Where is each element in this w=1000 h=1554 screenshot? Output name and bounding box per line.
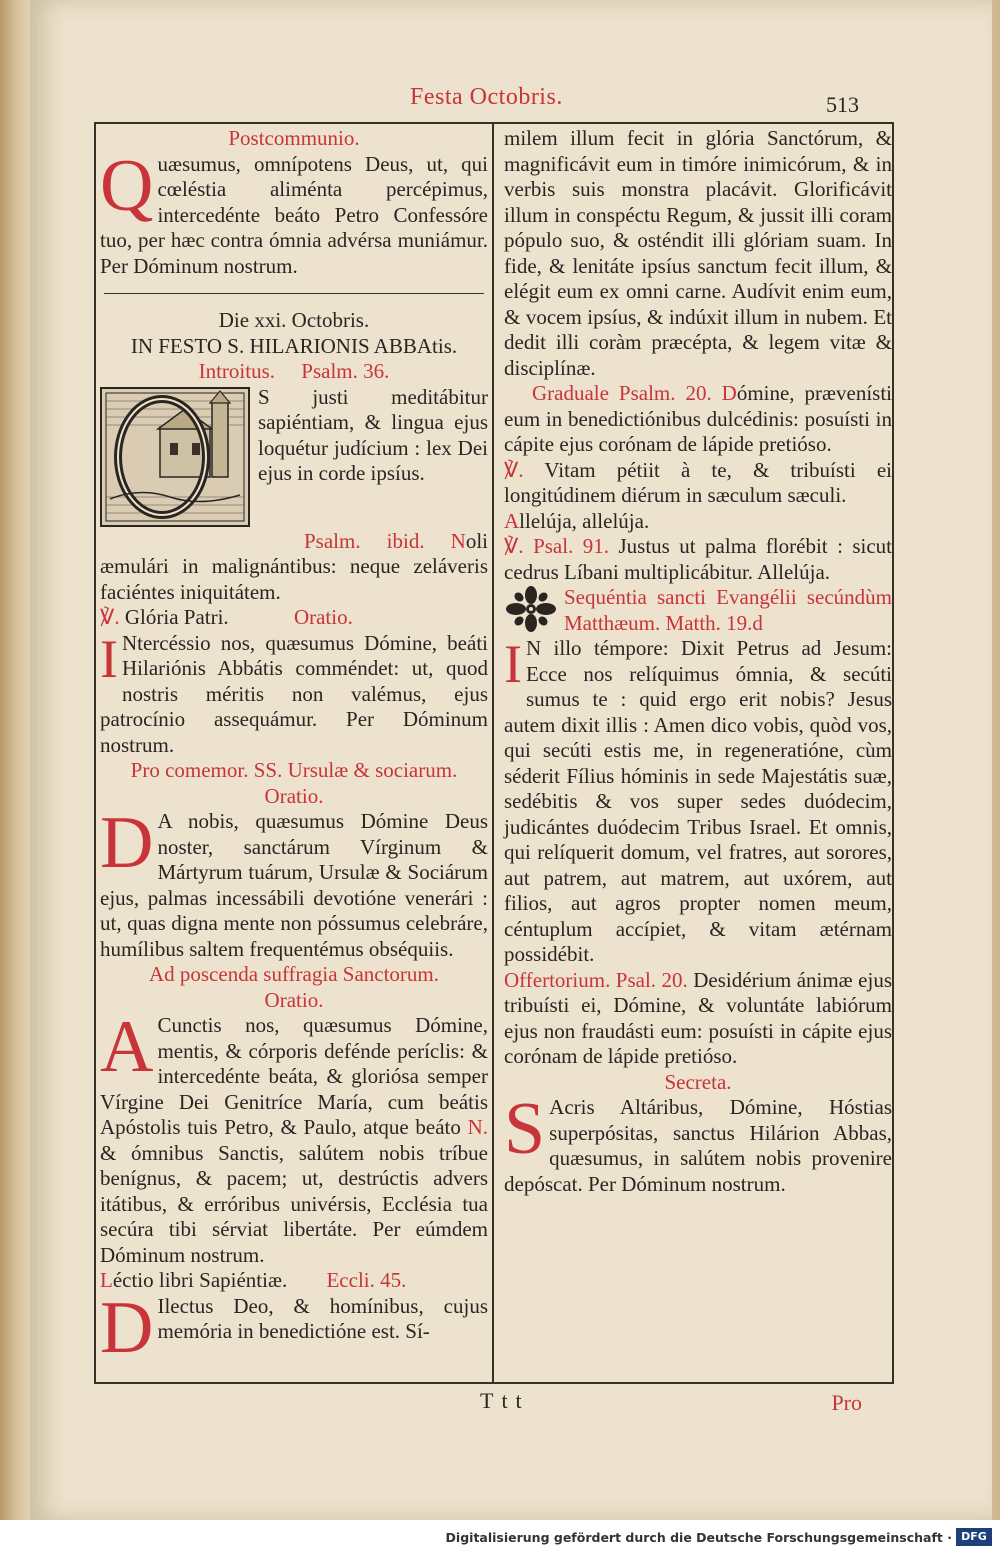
initial-o-woodcut-icon [100, 387, 250, 527]
postcommunio-heading: Postcommunio. [228, 126, 360, 150]
drop-cap-q: Q [100, 144, 154, 227]
alleluia-initial: A [504, 508, 520, 533]
lectio-body-text: Ilectus Deo, & homínibus, cujus memória in benedictióne est. Sí- [157, 1293, 488, 1343]
graduale-initial: D [721, 381, 737, 405]
lectio-reference: Eccli. 45. [326, 1268, 407, 1292]
drop-cap-d: D [100, 802, 154, 884]
introitus-label: Introitus. [198, 359, 276, 383]
lectio-continued: milem illum fecit in glória Sanctórum, & magnificávit eum in timóre inimicórum, & in verbis suis monstra placávit. Glorificávit illum in conspéctu Regum, & jussit illi coram pópulo suo, & osténdit illi glóriam suam. In fide, & lenitáte ipsíus sanctum fecit illum, & elégit eum ex omni carne. Audívit enim eum, & vocem ipsíus, & indúxit illum in nubem. Et dedit illi coràm præcépta, & legem vitæ & disciplínæ. [504, 126, 892, 380]
justus-text: Justus ut palma florébit : sicut cedrus Líbani multiplicábitur. Allelúja. [504, 534, 893, 584]
left-column [100, 126, 489, 1369]
versicle-vitam-text: Vitam pétiit à te, & tribuísti ei longitúdinem diérum in sæculum sæculi. [504, 457, 892, 507]
drop-cap-i-gospel: I [504, 634, 522, 694]
offertorium-text: Desidérium ánimæ ejus tribuísti ei, Dómine, & voluntáte labiórum ejus non fraudásti eum: posuísti in cápite ejus corónam de lápide pretióso. [504, 967, 892, 1068]
offertorium-label: Offertorium. Psal. 20. [504, 967, 688, 992]
lectio-initial: L [100, 1268, 113, 1292]
floral-ornament-icon [504, 585, 558, 633]
oratio-hilarion [100, 628, 488, 759]
digitization-notice: Digitalisierung gefördert durch die Deutsche Forschungsgemeinschaft · [445, 1530, 952, 1545]
introitus-antiphon [100, 385, 488, 487]
introitus-text: S justi meditábitur sapiéntiam, & lingua ejus loquétur judícium : lex Dei ejus in corde ipsíus. [258, 384, 488, 485]
versicle-vitam [504, 458, 892, 509]
graduale-text: ómine, prævenísti eum in benedictiónibus dulcédinis: posuísti in cápite ejus corónam de lápide pretióso. [504, 381, 892, 456]
psalm-ibid-text: oli æmulári in malignántibus: neque zeláveris faciéntes iniquitátem. [100, 528, 489, 604]
suffragia-prayer [100, 1006, 488, 1268]
page-number: 513 [826, 92, 859, 117]
versicle-mark-vitam: ℣. [504, 457, 524, 482]
sequentia [504, 585, 892, 636]
digitization-footer [0, 1520, 1000, 1554]
introitus-rubric [100, 359, 488, 385]
postcommunio-prayer [100, 144, 488, 280]
alleluia-text: llelúja, allelúja. [519, 508, 650, 533]
running-head: Festa Octobris. [410, 84, 563, 110]
introitus-psalm: Psalm. 36. [301, 359, 390, 383]
gloria-text: Glória Patri. [124, 605, 229, 629]
drop-cap-s: S [504, 1088, 546, 1170]
name-marker: N. [467, 1115, 488, 1139]
offertorium [504, 968, 892, 1070]
commemoratio-text: A nobis, quæsumus Dómine Deus noster, sanctárum Vírginum & Mártyrum tuárum, Ursulæ & Sociárum ejus, palmas incessábili devotióne venerári : ut, quas digna mente non póssumus celebráre, humílibus saltem frequentémus obséquiis. [100, 809, 488, 961]
drop-cap-i: I [100, 628, 118, 689]
secreta-heading: Secreta. [664, 1069, 732, 1094]
sequentia-text: Sequéntia sancti Evangélii secúndùm Matthæum. [564, 585, 892, 635]
suffragia-text-before: Cunctis nos, quæsumus Dómine, mentis, & córporis defénde períclis: & intercedénte beáta, & gloriósa semper Vírgine Dei Genitríce María, cum beátis Apóstolis tuis Petro, & Paulo, atque beáto [100, 1013, 488, 1139]
signature-mark: Ttt [480, 1388, 530, 1413]
section-rule [104, 293, 484, 294]
suffragia-heading: Ad poscenda suffragia Sanctorum. [148, 962, 440, 986]
oratio-hilarion-text: Ntercéssio nos, quæsumus Dómine, beáti Hilariónis Abbátis comméndet: ut, quod nostris méritis non valémus, ejus patrocínio assequámur. Per Dóminum nostrum. [100, 630, 488, 757]
gospel [504, 636, 892, 968]
graduale [504, 381, 892, 458]
versicle-mark: ℣. [100, 605, 120, 629]
commemoratio-prayer [100, 802, 488, 962]
lectio-heading [100, 1268, 488, 1294]
commemoratio-heading: Pro comemor. SS. Ursulæ & sociarum. [130, 758, 458, 782]
gospel-text: N illo témpore: Dixit Petrus ad Jesum: Ecce nos relíquimus ómnia, & secúti sumus te : quid ergo erit nobis? Jesus autem dixit illis : Amen dico vobis, quòd vos, qui secúti estis me, in regeneratióne, cùm séderit Fílius hóminis in sede Majestátis suæ, sedébitis & vos super sedes duódecim, judicántes duódecim Tribus Israel. Et omnis, qui relíquerit domum, vel fratres, aut sorores, aut patrem, aut matrem, aut uxórem, aut filios, aut agros propter nomen meum, céntuplum accípiet, & vitam ætérnam possidébit. [504, 636, 892, 966]
alleluia [504, 509, 892, 535]
column-divider [492, 122, 494, 1382]
psalm-ibid-label: Psalm. ibid. [304, 528, 425, 553]
justus-psalm-label: Psal. 91. [533, 534, 610, 558]
catchword: Pro [831, 1390, 862, 1415]
lectio-text: éctio libri Sapiéntiæ. [112, 1268, 288, 1292]
sequentia-reference: Matth. 19.d [665, 610, 763, 635]
postcommunio-text: uæsumus, omnípotens Deus, ut, qui cœléstia aliménta percépimus, intercedénte beáto Petro Confessóre tuo, per hæc contra ómnia advérsa muniámur. Per Dóminum nostrum. [100, 151, 488, 278]
commemoratio-oratio-label: Oratio. [264, 783, 324, 808]
graduale-label: Graduale Psalm. 20. [532, 381, 712, 405]
gloria-line [100, 605, 488, 631]
oratio-label: Oratio. [293, 605, 353, 629]
dfg-logo-icon: DFG [956, 1528, 992, 1546]
feast-title: IN FESTO S. HILARIONIS ABBAtis. [130, 333, 458, 358]
suffragia-oratio-label: Oratio. [264, 987, 324, 1012]
psalm-ibid [100, 529, 488, 606]
suffragia-text-after: & ómnibus Sanctis, salútem nobis tríbue benígnus, & pacem; ut, destrúctis advers itátibus, & erróribus univérsis, Ecclésia tua secúra tibi sérviat libertáte. Per eúmdem Dóminum nostrum. [100, 1140, 488, 1267]
psalm-ibid-initial: N [450, 528, 466, 553]
right-column [504, 126, 892, 1197]
drop-cap-a: A [100, 1006, 154, 1088]
secreta-text: Acris Altáribus, Dómine, Hóstias superpósitas, sanctus Hilárion Abbas, quæsumus, in salútem nobis provenire depóscat. Per Dóminum nostrum. [504, 1095, 892, 1196]
secreta-prayer [504, 1088, 892, 1197]
versicle-justus [504, 534, 892, 585]
feast-date: Die xxi. Octobris. [218, 308, 370, 332]
drop-cap-d-lectio: D [100, 1286, 154, 1369]
versicle-mark-justus: ℣. [504, 534, 524, 558]
lectio-body [100, 1286, 488, 1369]
